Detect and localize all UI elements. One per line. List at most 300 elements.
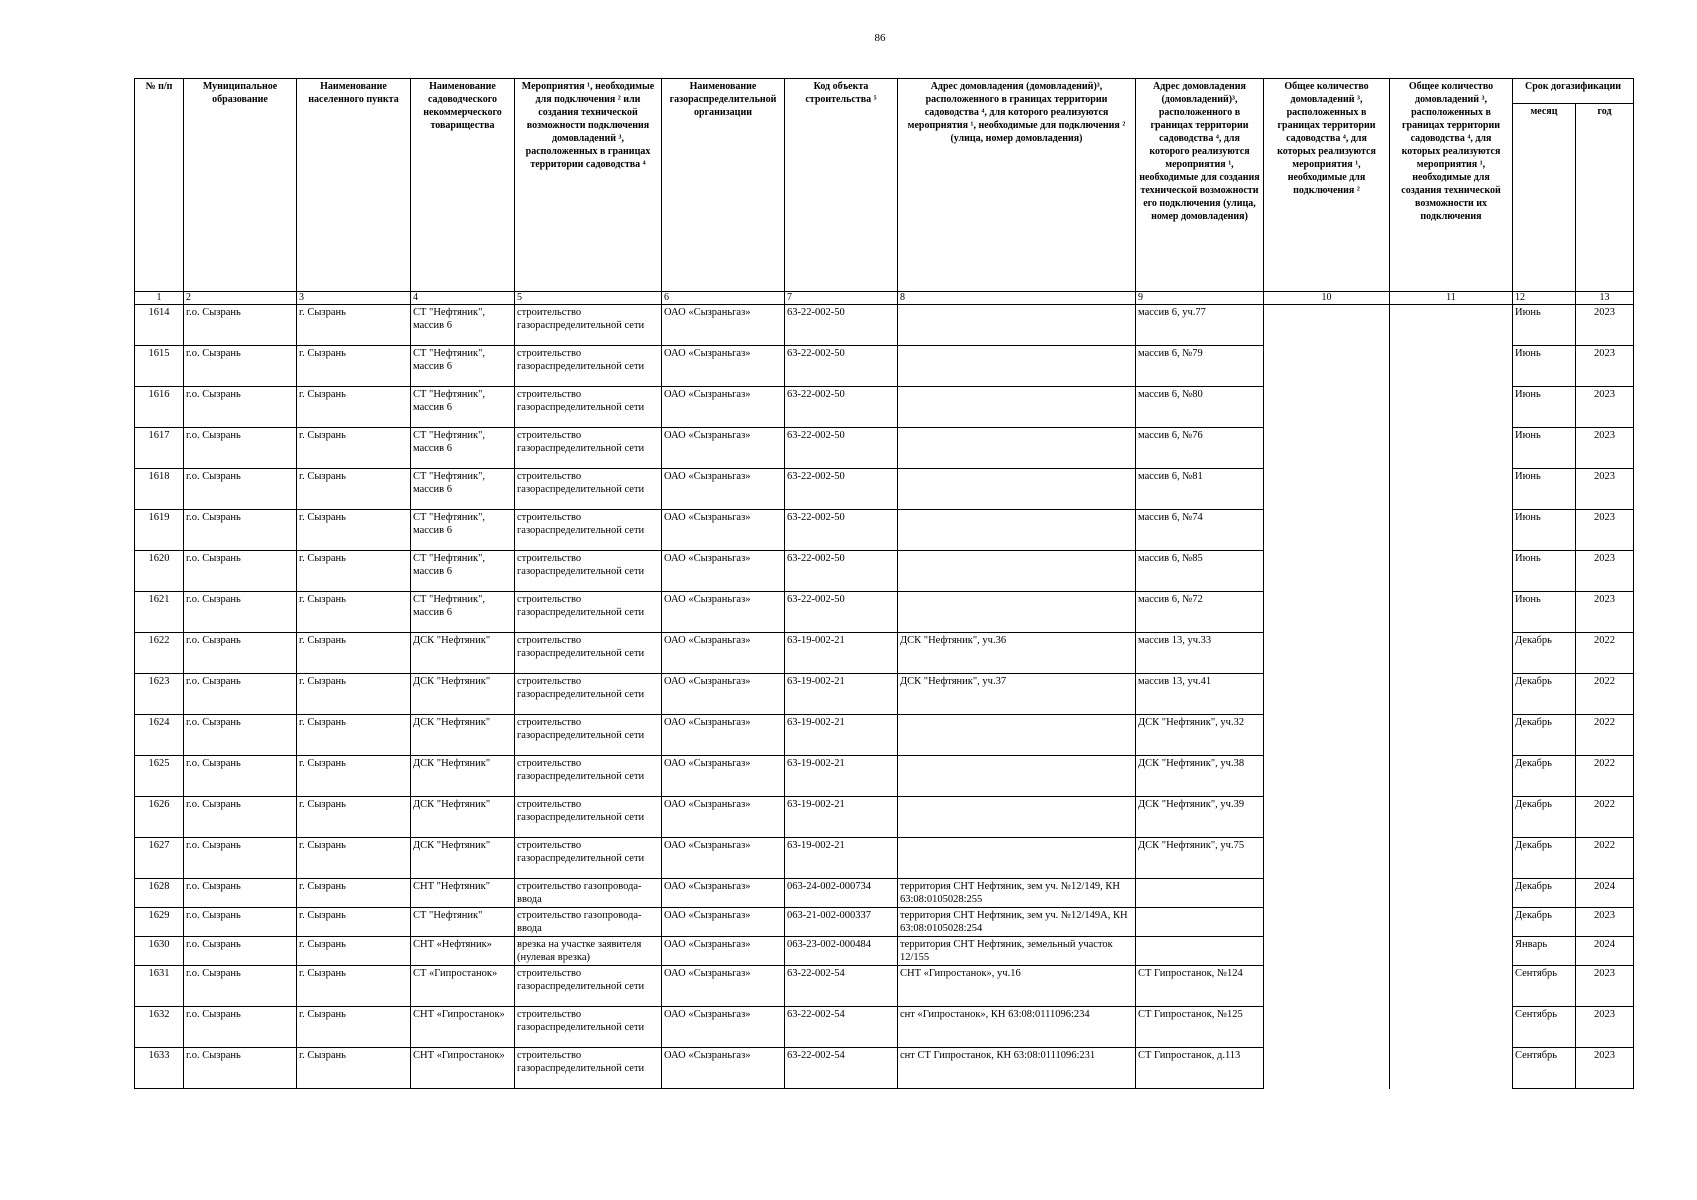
municipality-cell: г.о. Сызрань <box>184 715 297 756</box>
row-number: 1626 <box>135 797 184 838</box>
measure-cell: строительство газораспределительной сети <box>515 1007 662 1048</box>
header-count-capability: Общее количество домовладений ³, расположенных в границах территории садоводства ⁴, для которых реализуются мероприятия ¹, необходимые для создания технической возможности их подключения <box>1390 79 1513 292</box>
month-cell: Июнь <box>1513 551 1576 592</box>
address-connection-cell <box>898 387 1136 428</box>
settlement-cell: г. Сызрань <box>297 633 411 674</box>
partnership-cell: СТ "Нефтяник", массив 6 <box>411 305 515 346</box>
settlement-cell: г. Сызрань <box>297 592 411 633</box>
settlement-cell: г. Сызрань <box>297 469 411 510</box>
address-connection-cell <box>898 305 1136 346</box>
address-capability-cell: массив 6, уч.77 <box>1136 305 1264 346</box>
header-settlement: Наименование населенного пункта <box>297 79 411 292</box>
table-row <box>135 756 1634 797</box>
count-capability-cell <box>1390 797 1513 838</box>
object-code-cell: 63-19-002-21 <box>785 756 898 797</box>
year-cell: 2024 <box>1576 879 1634 908</box>
object-code-cell: 063-23-002-000484 <box>785 937 898 966</box>
header-deadline: Срок догазификации <box>1513 79 1634 104</box>
object-code-cell: 63-22-002-50 <box>785 592 898 633</box>
column-number: 8 <box>898 292 1136 305</box>
address-connection-cell <box>898 428 1136 469</box>
object-code-cell: 63-22-002-50 <box>785 387 898 428</box>
object-code-cell: 63-22-002-50 <box>785 305 898 346</box>
settlement-cell: г. Сызрань <box>297 1048 411 1089</box>
address-capability-cell: ДСК "Нефтяник", уч.38 <box>1136 756 1264 797</box>
measure-cell: строительство газораспределительной сети <box>515 592 662 633</box>
object-code-cell: 63-22-002-50 <box>785 469 898 510</box>
gas-org-cell: ОАО «Сызраньгаз» <box>662 346 785 387</box>
month-cell: Июнь <box>1513 428 1576 469</box>
column-number: 1 <box>135 292 184 305</box>
gas-org-cell: ОАО «Сызраньгаз» <box>662 756 785 797</box>
count-capability-cell <box>1390 469 1513 510</box>
gas-org-cell: ОАО «Сызраньгаз» <box>662 937 785 966</box>
measure-cell: строительство газораспределительной сети <box>515 715 662 756</box>
measure-cell: строительство газораспределительной сети <box>515 1048 662 1089</box>
address-capability-cell: массив 13, уч.41 <box>1136 674 1264 715</box>
row-number: 1614 <box>135 305 184 346</box>
table-row <box>135 469 1634 510</box>
settlement-cell: г. Сызрань <box>297 387 411 428</box>
gas-org-cell: ОАО «Сызраньгаз» <box>662 797 785 838</box>
month-cell: Июнь <box>1513 346 1576 387</box>
object-code-cell: 63-19-002-21 <box>785 715 898 756</box>
partnership-cell: СТ "Нефтяник", массив 6 <box>411 469 515 510</box>
settlement-cell: г. Сызрань <box>297 937 411 966</box>
address-connection-cell: территория СНТ Нефтяник, земельный участок 12/155 <box>898 937 1136 966</box>
municipality-cell: г.о. Сызрань <box>184 1007 297 1048</box>
gas-org-cell: ОАО «Сызраньгаз» <box>662 908 785 937</box>
gas-org-cell: ОАО «Сызраньгаз» <box>662 428 785 469</box>
count-connection-cell <box>1264 592 1390 633</box>
settlement-cell: г. Сызрань <box>297 428 411 469</box>
measure-cell: строительство газораспределительной сети <box>515 305 662 346</box>
table-row <box>135 937 1634 966</box>
address-connection-cell <box>898 592 1136 633</box>
address-connection-cell <box>898 346 1136 387</box>
gas-org-cell: ОАО «Сызраньгаз» <box>662 1007 785 1048</box>
municipality-cell: г.о. Сызрань <box>184 510 297 551</box>
municipality-cell: г.о. Сызрань <box>184 428 297 469</box>
table-row <box>135 633 1634 674</box>
address-capability-cell <box>1136 908 1264 937</box>
column-numbers-row <box>135 292 1634 305</box>
measure-cell: строительство газораспределительной сети <box>515 633 662 674</box>
measure-cell: строительство газопровода-ввода <box>515 879 662 908</box>
count-capability-cell <box>1390 551 1513 592</box>
partnership-cell: СТ "Нефтяник", массив 6 <box>411 510 515 551</box>
count-capability-cell <box>1390 674 1513 715</box>
count-connection-cell <box>1264 908 1390 937</box>
count-capability-cell <box>1390 966 1513 1007</box>
row-number: 1619 <box>135 510 184 551</box>
count-connection-cell <box>1264 510 1390 551</box>
address-capability-cell: массив 6, №81 <box>1136 469 1264 510</box>
measure-cell: строительство газораспределительной сети <box>515 469 662 510</box>
measure-cell: строительство газораспределительной сети <box>515 551 662 592</box>
gas-org-cell: ОАО «Сызраньгаз» <box>662 966 785 1007</box>
measure-cell: строительство газораспределительной сети <box>515 797 662 838</box>
address-capability-cell: ДСК "Нефтяник", уч.32 <box>1136 715 1264 756</box>
year-cell: 2023 <box>1576 1007 1634 1048</box>
header-row <box>135 79 1634 104</box>
settlement-cell: г. Сызрань <box>297 715 411 756</box>
municipality-cell: г.о. Сызрань <box>184 592 297 633</box>
address-capability-cell: СТ Гипростанок, д.113 <box>1136 1048 1264 1089</box>
partnership-cell: СТ «Гипростанок» <box>411 966 515 1007</box>
partnership-cell: СНТ "Нефтяник" <box>411 879 515 908</box>
count-connection-cell <box>1264 937 1390 966</box>
row-number: 1627 <box>135 838 184 879</box>
count-connection-cell <box>1264 428 1390 469</box>
count-capability-cell <box>1390 1048 1513 1089</box>
count-connection-cell <box>1264 346 1390 387</box>
table-row <box>135 510 1634 551</box>
gas-org-cell: ОАО «Сызраньгаз» <box>662 387 785 428</box>
table-row <box>135 838 1634 879</box>
object-code-cell: 63-22-002-50 <box>785 551 898 592</box>
municipality-cell: г.о. Сызрань <box>184 966 297 1007</box>
object-code-cell: 63-22-002-50 <box>785 428 898 469</box>
count-capability-cell <box>1390 510 1513 551</box>
settlement-cell: г. Сызрань <box>297 510 411 551</box>
gas-org-cell: ОАО «Сызраньгаз» <box>662 879 785 908</box>
gas-org-cell: ОАО «Сызраньгаз» <box>662 633 785 674</box>
address-connection-cell: снт «Гипростанок», КН 63:08:0111096:234 <box>898 1007 1136 1048</box>
table-row <box>135 305 1634 346</box>
column-number: 3 <box>297 292 411 305</box>
count-capability-cell <box>1390 937 1513 966</box>
settlement-cell: г. Сызрань <box>297 551 411 592</box>
count-capability-cell <box>1390 1007 1513 1048</box>
year-cell: 2023 <box>1576 551 1634 592</box>
municipality-cell: г.о. Сызрань <box>184 633 297 674</box>
address-capability-cell: массив 6, №72 <box>1136 592 1264 633</box>
address-capability-cell: массив 6, №85 <box>1136 551 1264 592</box>
object-code-cell: 063-24-002-000734 <box>785 879 898 908</box>
column-number: 11 <box>1390 292 1513 305</box>
gas-org-cell: ОАО «Сызраньгаз» <box>662 592 785 633</box>
municipality-cell: г.о. Сызрань <box>184 908 297 937</box>
column-number: 6 <box>662 292 785 305</box>
month-cell: Декабрь <box>1513 756 1576 797</box>
measure-cell: врезка на участке заявителя (нулевая врезка) <box>515 937 662 966</box>
count-capability-cell <box>1390 756 1513 797</box>
gas-org-cell: ОАО «Сызраньгаз» <box>662 469 785 510</box>
address-capability-cell: массив 6, №76 <box>1136 428 1264 469</box>
table-row <box>135 1007 1634 1048</box>
object-code-cell: 63-22-002-54 <box>785 1007 898 1048</box>
table-row <box>135 592 1634 633</box>
measure-cell: строительство газораспределительной сети <box>515 674 662 715</box>
measure-cell: строительство газораспределительной сети <box>515 428 662 469</box>
year-cell: 2023 <box>1576 592 1634 633</box>
header-measures: Мероприятия ¹, необходимые для подключения ² или создания технической возможности подключения домовладений ³, расположенных в границах территории садоводства ⁴ <box>515 79 662 292</box>
partnership-cell: СТ "Нефтяник", массив 6 <box>411 551 515 592</box>
address-connection-cell: ДСК "Нефтяник", уч.36 <box>898 633 1136 674</box>
count-connection-cell <box>1264 797 1390 838</box>
year-cell: 2022 <box>1576 838 1634 879</box>
settlement-cell: г. Сызрань <box>297 346 411 387</box>
month-cell: Декабрь <box>1513 797 1576 838</box>
object-code-cell: 63-22-002-54 <box>785 1048 898 1089</box>
address-connection-cell: снт СТ Гипростанок, КН 63:08:0111096:231 <box>898 1048 1136 1089</box>
row-number: 1629 <box>135 908 184 937</box>
column-number: 7 <box>785 292 898 305</box>
measure-cell: строительство газораспределительной сети <box>515 756 662 797</box>
year-cell: 2022 <box>1576 674 1634 715</box>
partnership-cell: СНТ «Гипростанок» <box>411 1048 515 1089</box>
header-partnership: Наименование садоводческого некоммерческого товарищества <box>411 79 515 292</box>
object-code-cell: 63-22-002-50 <box>785 346 898 387</box>
object-code-cell: 63-19-002-21 <box>785 797 898 838</box>
count-connection-cell <box>1264 1048 1390 1089</box>
column-number: 5 <box>515 292 662 305</box>
row-number: 1630 <box>135 937 184 966</box>
measure-cell: строительство газораспределительной сети <box>515 838 662 879</box>
row-number: 1616 <box>135 387 184 428</box>
gas-org-cell: ОАО «Сызраньгаз» <box>662 305 785 346</box>
address-connection-cell <box>898 551 1136 592</box>
year-cell: 2023 <box>1576 346 1634 387</box>
table-row <box>135 715 1634 756</box>
table-row <box>135 797 1634 838</box>
year-cell: 2023 <box>1576 387 1634 428</box>
month-cell: Декабрь <box>1513 879 1576 908</box>
address-capability-cell <box>1136 879 1264 908</box>
address-capability-cell: массив 6, №79 <box>1136 346 1264 387</box>
year-cell: 2024 <box>1576 937 1634 966</box>
gas-org-cell: ОАО «Сызраньгаз» <box>662 715 785 756</box>
count-capability-cell <box>1390 715 1513 756</box>
column-number: 4 <box>411 292 515 305</box>
column-number: 10 <box>1264 292 1390 305</box>
year-cell: 2022 <box>1576 633 1634 674</box>
object-code-cell: 063-21-002-000337 <box>785 908 898 937</box>
month-cell: Декабрь <box>1513 838 1576 879</box>
object-code-cell: 63-22-002-54 <box>785 966 898 1007</box>
partnership-cell: СТ "Нефтяник", массив 6 <box>411 592 515 633</box>
partnership-cell: СТ "Нефтяник", массив 6 <box>411 387 515 428</box>
row-number: 1628 <box>135 879 184 908</box>
measure-cell: строительство газораспределительной сети <box>515 510 662 551</box>
address-capability-cell: массив 6, №74 <box>1136 510 1264 551</box>
address-capability-cell: ДСК "Нефтяник", уч.75 <box>1136 838 1264 879</box>
column-number: 13 <box>1576 292 1634 305</box>
settlement-cell: г. Сызрань <box>297 908 411 937</box>
table-row <box>135 674 1634 715</box>
header-month: месяц <box>1513 104 1576 292</box>
partnership-cell: СТ "Нефтяник", массив 6 <box>411 346 515 387</box>
count-capability-cell <box>1390 428 1513 469</box>
count-connection-cell <box>1264 1007 1390 1048</box>
table-row <box>135 908 1634 937</box>
address-connection-cell: ДСК "Нефтяник", уч.37 <box>898 674 1136 715</box>
row-number: 1633 <box>135 1048 184 1089</box>
count-capability-cell <box>1390 838 1513 879</box>
row-number: 1631 <box>135 966 184 1007</box>
column-number: 12 <box>1513 292 1576 305</box>
count-capability-cell <box>1390 633 1513 674</box>
month-cell: Июнь <box>1513 592 1576 633</box>
municipality-cell: г.о. Сызрань <box>184 937 297 966</box>
month-cell: Июнь <box>1513 469 1576 510</box>
address-connection-cell <box>898 510 1136 551</box>
count-connection-cell <box>1264 551 1390 592</box>
gas-org-cell: ОАО «Сызраньгаз» <box>662 674 785 715</box>
address-connection-cell: территория СНТ Нефтяник, зем уч. №12/149А, КН 63:08:0105028:254 <box>898 908 1136 937</box>
address-connection-cell <box>898 756 1136 797</box>
partnership-cell: СТ "Нефтяник", массив 6 <box>411 428 515 469</box>
header-address-connection: Адрес домовладения (домовладений)³, расположенного в границах территории садоводства ⁴, для которого реализуются мероприятия ¹, необходимые для подключения ² (улица, номер домовладения) <box>898 79 1136 292</box>
object-code-cell: 63-22-002-50 <box>785 510 898 551</box>
table-row <box>135 551 1634 592</box>
settlement-cell: г. Сызрань <box>297 966 411 1007</box>
header-municipality: Муниципальное образование <box>184 79 297 292</box>
table-row <box>135 346 1634 387</box>
month-cell: Сентябрь <box>1513 966 1576 1007</box>
row-number: 1618 <box>135 469 184 510</box>
table-row <box>135 1048 1634 1089</box>
row-number: 1621 <box>135 592 184 633</box>
settlement-cell: г. Сызрань <box>297 756 411 797</box>
count-connection-cell <box>1264 305 1390 346</box>
partnership-cell: СНТ «Гипростанок» <box>411 1007 515 1048</box>
table-row <box>135 879 1634 908</box>
municipality-cell: г.о. Сызрань <box>184 551 297 592</box>
address-connection-cell: территория СНТ Нефтяник, зем уч. №12/149, КН 63:08:0105028:255 <box>898 879 1136 908</box>
year-cell: 2023 <box>1576 1048 1634 1089</box>
row-number: 1625 <box>135 756 184 797</box>
count-connection-cell <box>1264 715 1390 756</box>
table-row <box>135 966 1634 1007</box>
count-connection-cell <box>1264 838 1390 879</box>
municipality-cell: г.о. Сызрань <box>184 756 297 797</box>
address-capability-cell: СТ Гипростанок, №125 <box>1136 1007 1264 1048</box>
row-number: 1624 <box>135 715 184 756</box>
address-capability-cell <box>1136 937 1264 966</box>
year-cell: 2023 <box>1576 469 1634 510</box>
page-number: 86 <box>874 32 886 44</box>
partnership-cell: ДСК "Нефтяник" <box>411 756 515 797</box>
header-gas-org: Наименование газораспределительной организации <box>662 79 785 292</box>
month-cell: Декабрь <box>1513 715 1576 756</box>
partnership-cell: ДСК "Нефтяник" <box>411 633 515 674</box>
row-number: 1617 <box>135 428 184 469</box>
count-connection-cell <box>1264 879 1390 908</box>
header-count-connection: Общее количество домовладений ³, расположенных в границах территории садоводства ⁴, для которых реализуются мероприятия ¹, необходимые для подключения ² <box>1264 79 1390 292</box>
municipality-cell: г.о. Сызрань <box>184 469 297 510</box>
month-cell: Июнь <box>1513 305 1576 346</box>
year-cell: 2022 <box>1576 797 1634 838</box>
count-capability-cell <box>1390 346 1513 387</box>
header-row-number: № п/п <box>135 79 184 292</box>
address-capability-cell: СТ Гипростанок, №124 <box>1136 966 1264 1007</box>
address-connection-cell <box>898 469 1136 510</box>
partnership-cell: ДСК "Нефтяник" <box>411 797 515 838</box>
gas-org-cell: ОАО «Сызраньгаз» <box>662 838 785 879</box>
settlement-cell: г. Сызрань <box>297 305 411 346</box>
header-object-code: Код объекта строительства ⁵ <box>785 79 898 292</box>
partnership-cell: ДСК "Нефтяник" <box>411 838 515 879</box>
gas-org-cell: ОАО «Сызраньгаз» <box>662 510 785 551</box>
count-capability-cell <box>1390 592 1513 633</box>
gasification-table <box>134 78 1634 1089</box>
year-cell: 2022 <box>1576 715 1634 756</box>
municipality-cell: г.о. Сызрань <box>184 674 297 715</box>
count-connection-cell <box>1264 756 1390 797</box>
count-connection-cell <box>1264 387 1390 428</box>
table-row <box>135 428 1634 469</box>
partnership-cell: СНТ «Нефтяник» <box>411 937 515 966</box>
month-cell: Декабрь <box>1513 908 1576 937</box>
count-capability-cell <box>1390 879 1513 908</box>
month-cell: Июнь <box>1513 387 1576 428</box>
row-number: 1623 <box>135 674 184 715</box>
settlement-cell: г. Сызрань <box>297 879 411 908</box>
municipality-cell: г.о. Сызрань <box>184 1048 297 1089</box>
measure-cell: строительство газопровода-ввода <box>515 908 662 937</box>
year-cell: 2023 <box>1576 510 1634 551</box>
count-connection-cell <box>1264 633 1390 674</box>
object-code-cell: 63-19-002-21 <box>785 633 898 674</box>
settlement-cell: г. Сызрань <box>297 838 411 879</box>
row-number: 1632 <box>135 1007 184 1048</box>
column-number: 9 <box>1136 292 1264 305</box>
measure-cell: строительство газораспределительной сети <box>515 387 662 428</box>
address-capability-cell: массив 13, уч.33 <box>1136 633 1264 674</box>
count-connection-cell <box>1264 469 1390 510</box>
measure-cell: строительство газораспределительной сети <box>515 346 662 387</box>
count-capability-cell <box>1390 305 1513 346</box>
partnership-cell: СТ "Нефтяник" <box>411 908 515 937</box>
municipality-cell: г.о. Сызрань <box>184 879 297 908</box>
settlement-cell: г. Сызрань <box>297 1007 411 1048</box>
table-row <box>135 387 1634 428</box>
measure-cell: строительство газораспределительной сети <box>515 966 662 1007</box>
count-connection-cell <box>1264 674 1390 715</box>
month-cell: Декабрь <box>1513 633 1576 674</box>
partnership-cell: ДСК "Нефтяник" <box>411 674 515 715</box>
municipality-cell: г.о. Сызрань <box>184 346 297 387</box>
count-capability-cell <box>1390 387 1513 428</box>
month-cell: Сентябрь <box>1513 1048 1576 1089</box>
municipality-cell: г.о. Сызрань <box>184 305 297 346</box>
month-cell: Сентябрь <box>1513 1007 1576 1048</box>
address-connection-cell: СНТ «Гипростанок», уч.16 <box>898 966 1136 1007</box>
address-connection-cell <box>898 838 1136 879</box>
year-cell: 2023 <box>1576 305 1634 346</box>
gas-org-cell: ОАО «Сызраньгаз» <box>662 1048 785 1089</box>
object-code-cell: 63-19-002-21 <box>785 838 898 879</box>
object-code-cell: 63-19-002-21 <box>785 674 898 715</box>
header-year: год <box>1576 104 1634 292</box>
year-cell: 2022 <box>1576 756 1634 797</box>
column-number: 2 <box>184 292 297 305</box>
address-capability-cell: ДСК "Нефтяник", уч.39 <box>1136 797 1264 838</box>
header-address-capability: Адрес домовладения (домовладений)³, расположенного в границах территории садоводства ⁴, для которого реализуются мероприятия ¹, необходимые для создания технической возможности его подключения (улица, номер домовладения) <box>1136 79 1264 292</box>
month-cell: Январь <box>1513 937 1576 966</box>
row-number: 1615 <box>135 346 184 387</box>
address-capability-cell: массив 6, №80 <box>1136 387 1264 428</box>
municipality-cell: г.о. Сызрань <box>184 387 297 428</box>
count-capability-cell <box>1390 908 1513 937</box>
month-cell: Декабрь <box>1513 674 1576 715</box>
count-connection-cell <box>1264 966 1390 1007</box>
address-connection-cell <box>898 715 1136 756</box>
year-cell: 2023 <box>1576 966 1634 1007</box>
row-number: 1620 <box>135 551 184 592</box>
